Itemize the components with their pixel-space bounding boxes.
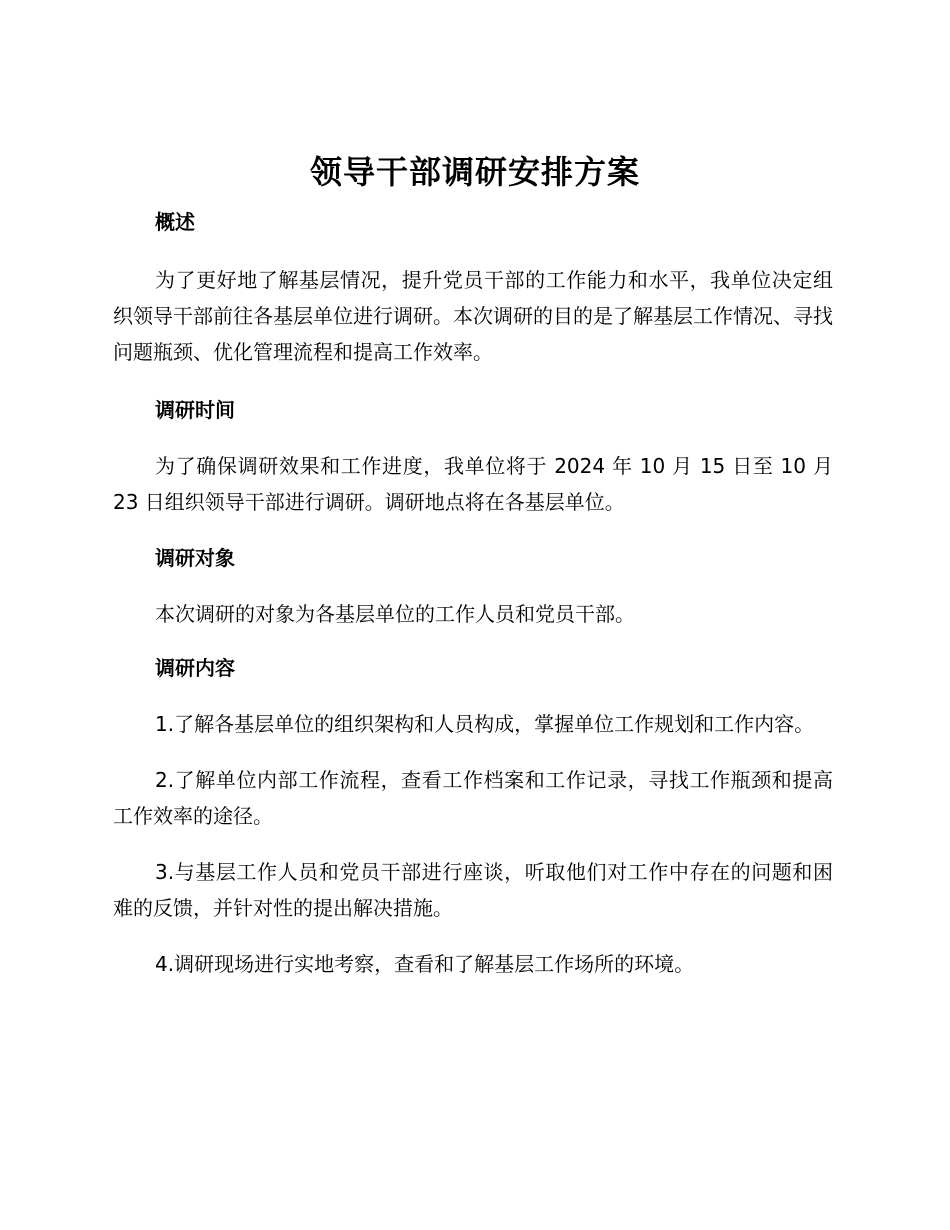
section-heading-overview: 概述 — [155, 210, 195, 234]
section-heading-content: 调研内容 — [155, 656, 235, 680]
section-heading-time: 调研时间 — [155, 398, 235, 422]
content-list-item: 2.了解单位内部工作流程，查看工作档案和工作记录，寻找工作瓶颈和提高工作效率的途径。 — [113, 768, 833, 828]
section-body-target: 本次调研的对象为各基层单位的工作人员和党员干部。 — [155, 602, 635, 626]
document-title: 领导干部调研安排方案 — [309, 153, 640, 191]
section-heading-target: 调研对象 — [155, 546, 235, 570]
content-list-item: 1.了解各基层单位的组织架构和人员构成，掌握单位工作规划和工作内容。 — [155, 712, 815, 736]
section-body-time: 为了确保调研效果和工作进度，我单位将于 2024 年 10 月 15 日至 10 月 23 日组织领导干部进行调研。调研地点将在各基层单位。 — [113, 454, 833, 514]
content-list-item: 3.与基层工作人员和党员干部进行座谈，听取他们对工作中存在的问题和困难的反馈，并针对性的提出解决措施。 — [113, 860, 833, 920]
document-body — [113, 205, 833, 982]
section-body-overview: 为了更好地了解基层情况，提升党员干部的工作能力和水平，我单位决定组织领导干部前往各基层单位进行调研。本次调研的目的是了解基层工作情况、寻找问题瓶颈、优化管理流程和提高工作效率。 — [113, 268, 833, 364]
content-list-item: 4.调研现场进行实地考察，查看和了解基层工作场所的环境。 — [155, 952, 695, 976]
